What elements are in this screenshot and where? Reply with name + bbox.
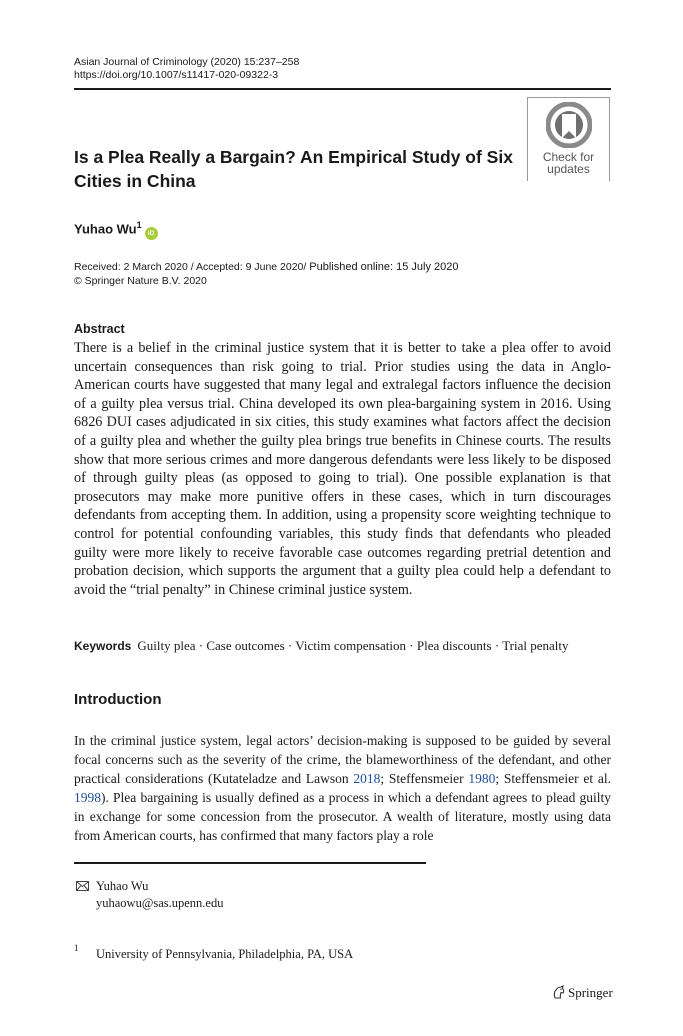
author-name[interactable]: Yuhao Wu [74,221,137,237]
intro-text-4: ). Plea bargaining is usually defined as a process in which a defendant agrees to plead guilty in exchange for some concession from the prosecutor. A wealth of literature, mostly using data from American courts, has confirmed that many factors play a role [74,790,611,843]
author-line [74,216,158,240]
springer-horse-icon [551,985,566,1000]
journal-citation: Asian Journal of Criminology (2020) 15:237–258 [74,56,300,68]
intro-text-1: In the criminal justice system, legal actors’ decision-making is supposed to be guided by several focal concerns such as the severity of the crime, the blameworthiness of the defendant, and other practical considerations (Kutateladze and Lawson [74,733,611,786]
badge-line-1: Check for [542,150,595,164]
envelope-icon [76,881,89,891]
corresponding-author-name: Yuhao Wu [96,879,149,893]
affiliation-number: 1 [74,943,79,953]
introduction-paragraph [74,731,611,845]
publisher-logo [551,985,613,1001]
crossmark-icon [546,102,592,148]
author-affiliation-mark: 1 [136,220,142,230]
citation-link[interactable]: 1980 [468,771,496,786]
keywords-list: Guilty plea · Case outcomes · Victim compensation · Plea discounts · Trial penalty [137,638,569,653]
article-dates [74,261,458,274]
keywords-label: Keywords [74,639,132,653]
doi-link[interactable]: https://doi.org/10.1007/s11417-020-09322-3 [74,69,279,81]
orcid-icon[interactable]: iD [145,227,158,240]
received-accepted-dates: Received: 2 March 2020 / Accepted: 9 June 2020/ [74,261,307,273]
keywords-line [74,637,634,655]
abstract-text: There is a belief in the criminal justice system that it is better to take a plea offer to avoid uncertain consequences than risk going to trial. Prior studies using the data in Anglo-American courts have suggested that many legal and extralegal factors influence the decision of a guilty plea versus trial. China developed its own plea-bargaining system in 2016. Using 6826 DUI cases adjudicated in six cities, this study examines what factors affect the decision of a guilty plea and whether the guilty plea brings true benefits in Chinese courts. The results show that more serious crimes and more dangerous defendants were less likely to be disposed of through guilty pleas (as opposed to going to trial). One possible explanation is that prosecutors may make more punitive offers in these cases, which in turn discourages defendants from accepting them. In addition, using a propensity score weighting technique to control for potential confounding variables, this study finds that defendants who pleaded guilty were more likely to receive favorable case outcomes regarding pretrial detention and probation decision, which supports the argument that a guilty plea could help a defendant to avoid the “trial penalty” in Chinese criminal justice system. [74,340,611,598]
citation-link[interactable]: 1998 [74,790,101,805]
header-rule [74,88,611,90]
badge-label [528,151,609,175]
copyright-line: © Springer Nature B.V. 2020 [74,275,207,287]
footnote-rule [74,862,426,864]
introduction-heading: Introduction [74,691,162,708]
affiliation-text: University of Pennsylvania, Philadelphia, PA, USA [96,947,354,961]
corresponding-author-email[interactable]: yuhaowu@sas.upenn.edu [96,896,224,910]
abstract-heading: Abstract [74,322,125,336]
publisher-name: Springer [568,985,613,1000]
check-for-updates-badge[interactable] [527,97,610,181]
intro-text-2: ; Steffensmeier [380,771,469,786]
badge-line-2: updates [547,162,590,176]
intro-text-3: ; Steffensmeier et al. [495,771,611,786]
article-title: Is a Plea Really a Bargain? An Empirical Study of Six Cities in China [74,147,513,191]
published-date: Published online: 15 July 2020 [309,261,459,273]
citation-link[interactable]: 2018 [353,771,381,786]
